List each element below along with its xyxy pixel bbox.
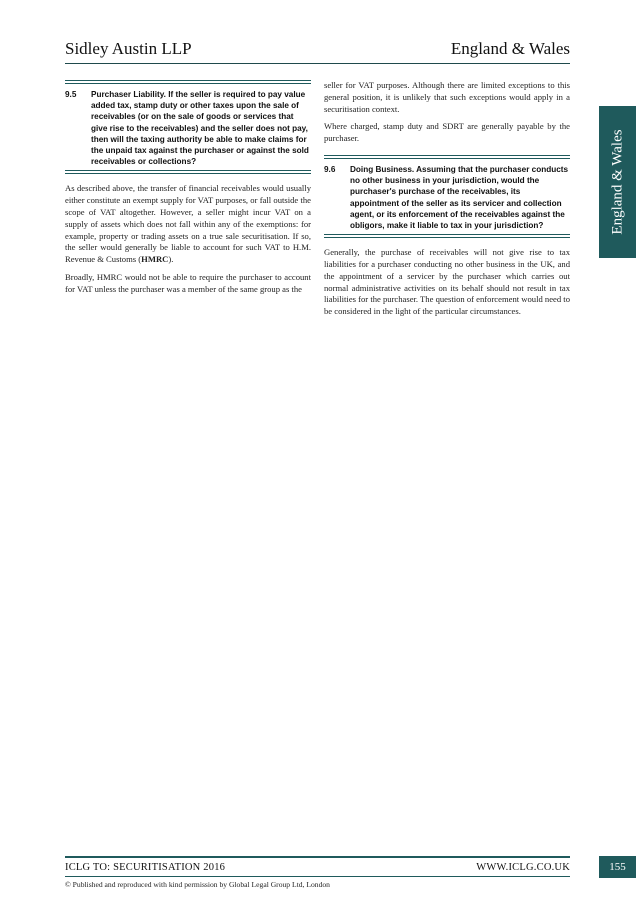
- question-box-9-5: [65, 80, 311, 174]
- copyright-notice: © Published and reproduced with kind permission by Global Legal Group Ltd, London: [65, 880, 330, 889]
- header-jurisdiction: England & Wales: [450, 39, 570, 58]
- footer-rule: [65, 856, 570, 858]
- header-rule: [65, 63, 570, 64]
- answer-paragraph: Broadly, HMRC would not be able to require the purchaser to account for VAT unless the purchaser was a member of the same group as the: [65, 272, 311, 294]
- question-box-9-6: [324, 155, 570, 238]
- left-column: [65, 80, 311, 302]
- jurisdiction-side-tab: [599, 106, 636, 258]
- answer-paragraph: Generally, the purchase of receivables will not give rise to tax liabilities for a purchaser conducting no other business in the UK, and the appointment of a servicer by the purchaser which carries out normal administrative activities on its behalf should not result in tax liabilities for the purchaser. The question of enforcement would need to be considered in the light of the particular circumstances.: [324, 247, 570, 317]
- page-number: 155: [599, 856, 636, 878]
- footer-publication: ICLG TO: SECURITISATION 2016: [65, 862, 226, 873]
- answer-paragraph: Where charged, stamp duty and SDRT are generally payable by the purchaser.: [324, 121, 570, 144]
- header-firm-name: Sidley Austin LLP: [65, 39, 192, 58]
- question-text: Doing Business. Assuming that the purchaser conducts no other business in your jurisdiction, would the purchaser's purchase of the receivables, its appointment of the seller as its servicer and collection agent, or its enforcement of the receivables against the obligors, make it liable to tax in your jurisdiction?: [350, 164, 569, 230]
- side-tab-label: England & Wales: [609, 129, 625, 235]
- question-text: Purchaser Liability. If the seller is required to pay value added tax, stamp duty or other taxes upon the sale of receivables (or on the sale of goods or services that give rise to the receivables) and the seller does not pay, then will the taxing authority be able to make claims for the unpaid tax against the purchaser or against the sold receivables or collections?: [91, 90, 309, 167]
- footer-website-link[interactable]: WWW.ICLG.CO.UK: [476, 862, 570, 873]
- answer-paragraph: seller for VAT purposes. Although there are limited exceptions to this general position, it is unlikely that such exceptions would apply in a securitisation context.: [324, 80, 570, 114]
- right-column: [324, 80, 570, 324]
- question-number: 9.6: [324, 164, 336, 174]
- footer-rule: [65, 876, 570, 877]
- question-number: 9.5: [65, 90, 77, 99]
- answer-paragraph: As described above, the transfer of financial receivables would usually either constitute an exempt supply for VAT purposes, or fall outside the scope of VAT altogether. However, a seller might incur VAT on a supply of assets which does not fall within any of the exemptions: for example, property or trading assets on a true sale securitisation. If so, the seller would generally be liable to account for such VAT to H.M. Revenue & Customs (HMRC).: [65, 183, 311, 265]
- defined-term: HMRC: [141, 254, 169, 265]
